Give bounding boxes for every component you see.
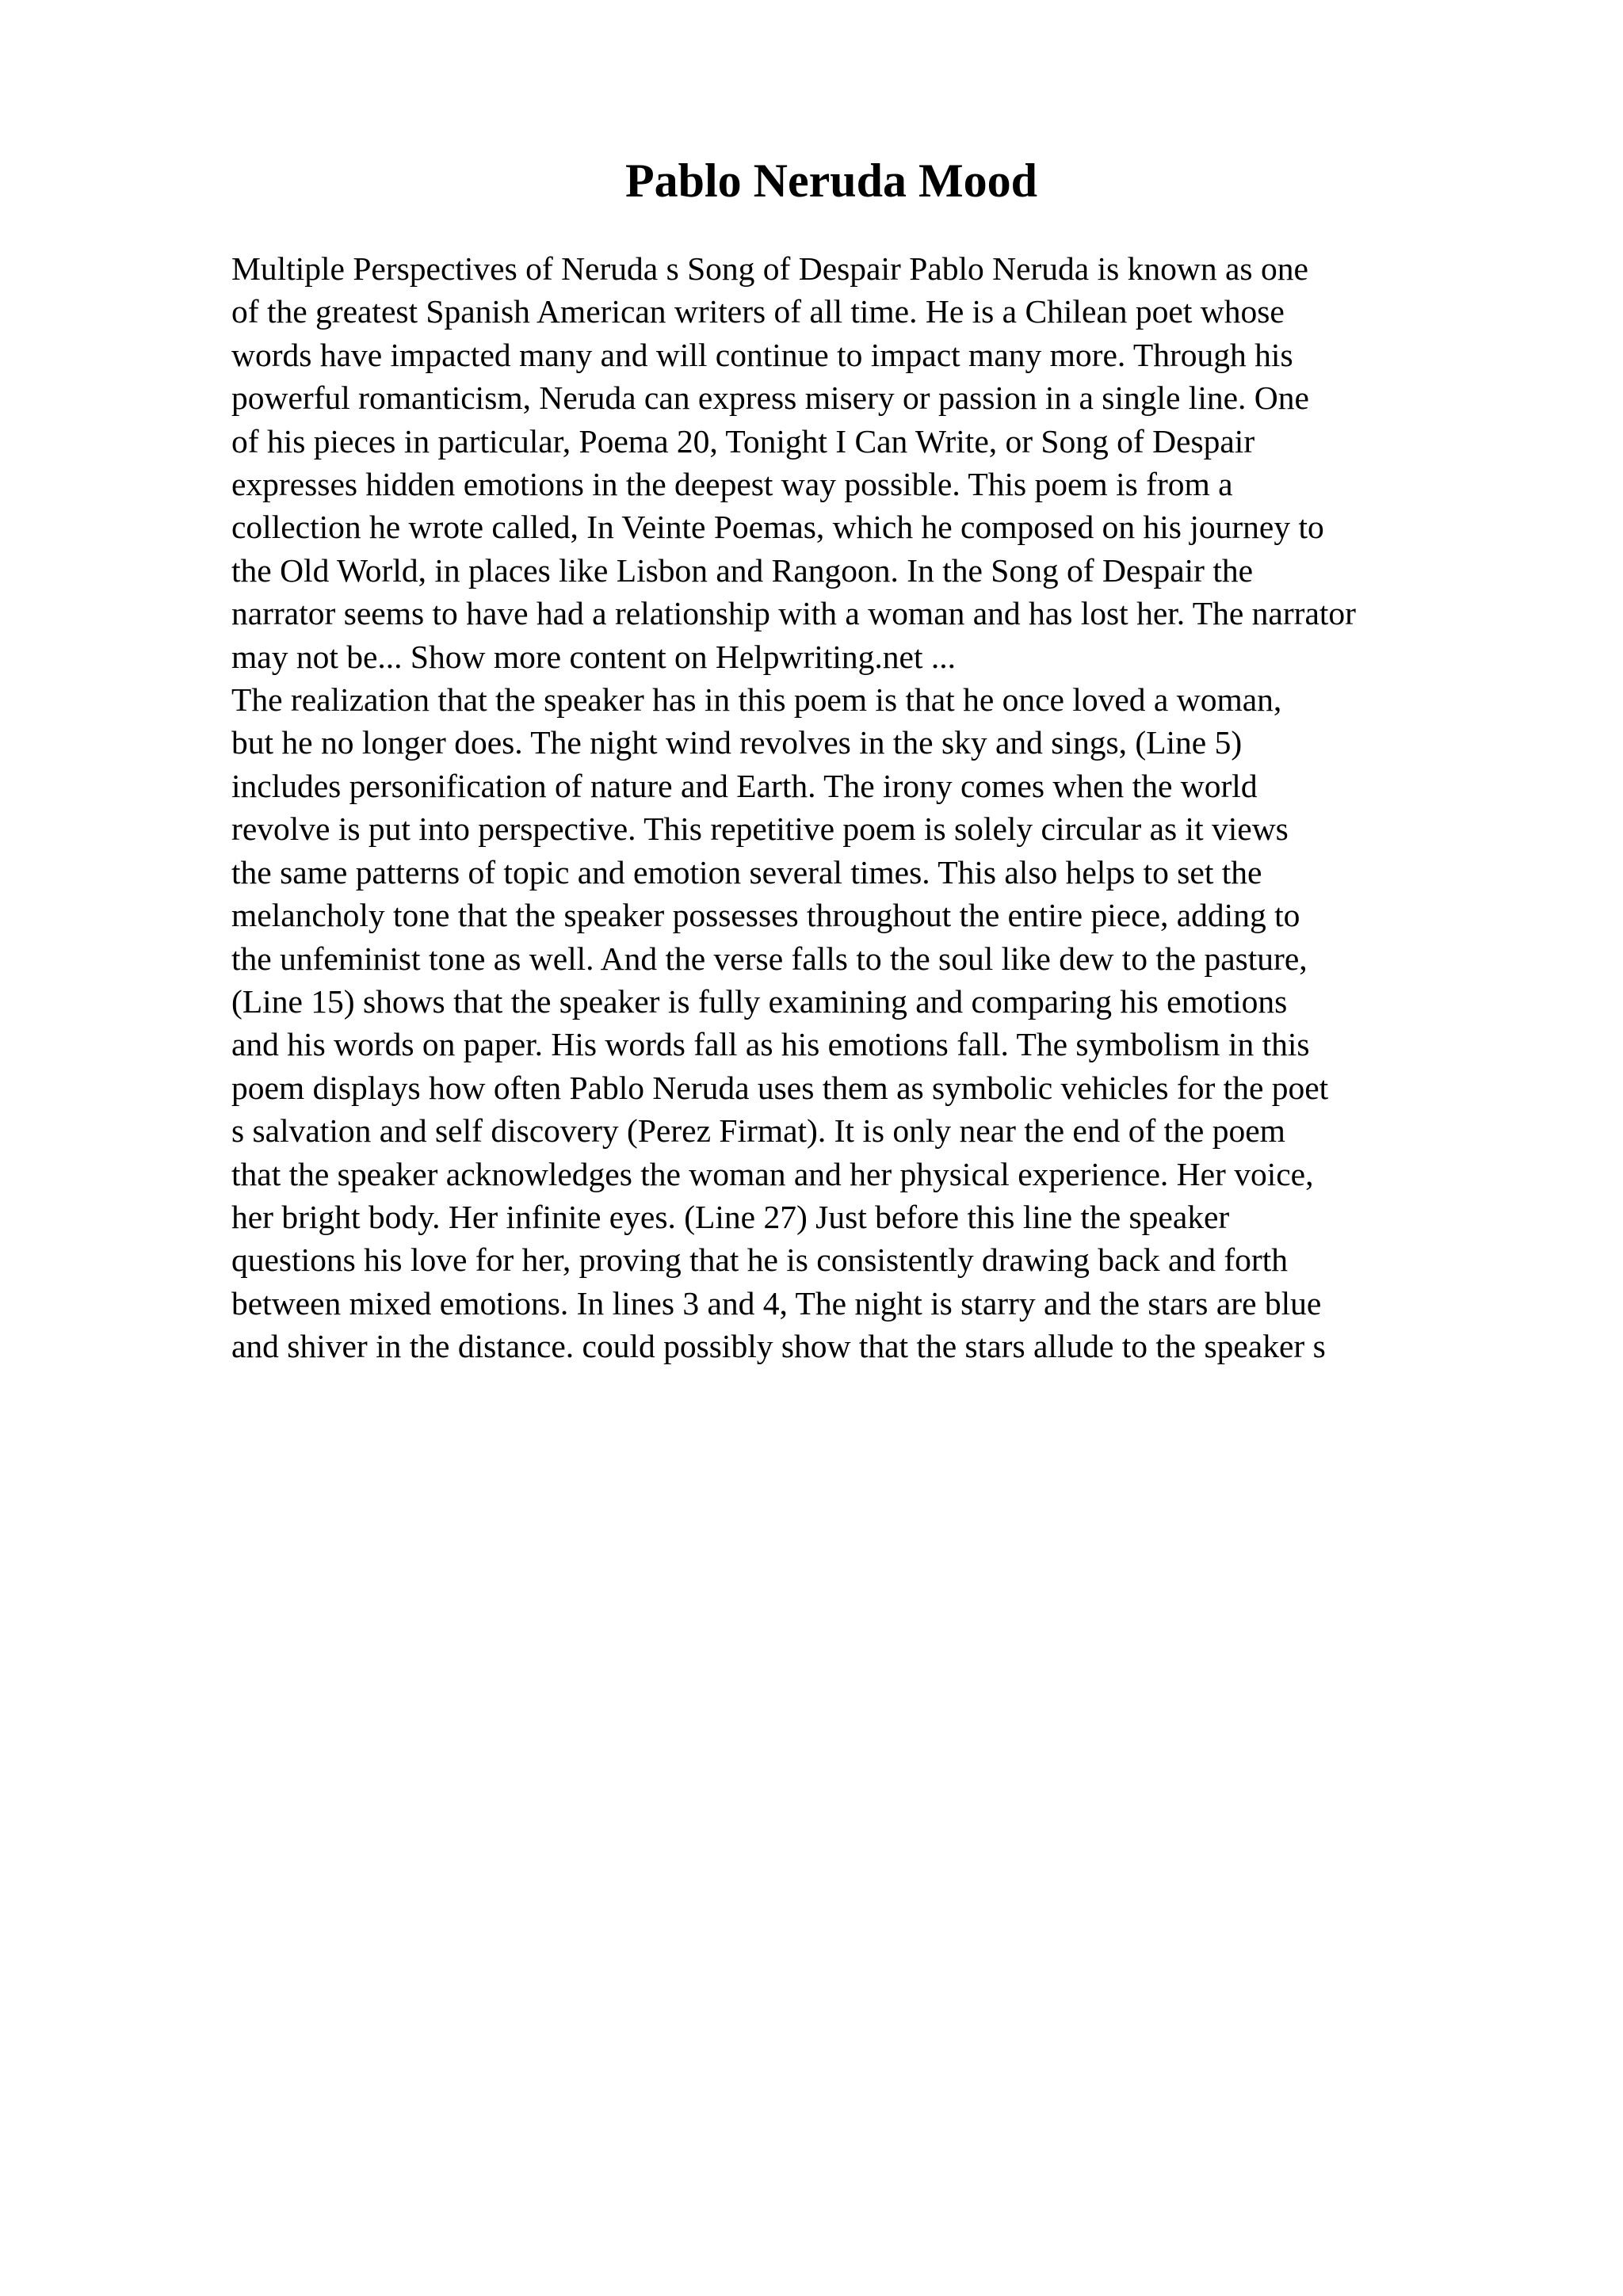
show-more-line: may not be... Show more content on Helpwriting.net ... <box>231 638 956 675</box>
essay-body <box>231 247 1563 1368</box>
text-line-24: questions his love for her, proving that he is consistently drawing back and forth <box>231 1241 1288 1279</box>
text-line-19: and his words on paper. His words fall as his emotions fall. The symbolism in this <box>231 1026 1310 1063</box>
text-line-22: that the speaker acknowledges the woman and her physical experience. Her voice, <box>231 1155 1314 1192</box>
text-line-18: (Line 15) shows that the speaker is fully examining and comparing his emotions <box>231 982 1288 1020</box>
text-line-23: her bright body. Her infinite eyes. (Line 27) Just before this line the speaker <box>231 1198 1230 1235</box>
text-line-25: between mixed emotions. In lines 3 and 4, The night is starry and the stars are blue <box>231 1284 1322 1322</box>
text-line-3: words have impacted many and will continue to impact many more. Through his <box>231 336 1293 373</box>
text-line-21: s salvation and self discovery (Perez Firmat). It is only near the end of the poem <box>231 1112 1285 1150</box>
text-line-6: expresses hidden emotions in the deepest way possible. This poem is from a <box>231 466 1233 503</box>
text-line-26: and shiver in the distance. could possibly show that the stars allude to the speaker s <box>231 1328 1326 1365</box>
page-title: Pablo Neruda Mood <box>624 154 1038 207</box>
text-line-15: the same patterns of topic and emotion several times. This also helps to set the <box>231 853 1262 891</box>
text-line-2: of the greatest Spanish American writers of all time. He is a Chilean poet whose <box>231 293 1285 330</box>
text-line-9: narrator seems to have had a relationship with a woman and has lost her. The narrator <box>231 595 1357 632</box>
text-line-7: collection he wrote called, In Veinte Poemas, which he composed on his journey to <box>231 509 1324 546</box>
text-line-17: the unfeminist tone as well. And the verse falls to the soul like dew to the pasture, <box>231 940 1308 977</box>
text-line-8: the Old World, in places like Lisbon and Rangoon. In the Song of Despair the <box>231 551 1254 589</box>
text-line-16: melancholy tone that the speaker possesses throughout the entire piece, adding to <box>231 897 1300 934</box>
text-line-20: poem displays how often Pablo Neruda uses them as symbolic vehicles for the poet <box>231 1069 1329 1106</box>
text-line-4: powerful romanticism, Neruda can express misery or passion in a single line. One <box>231 379 1309 417</box>
text-line-12: but he no longer does. The night wind revolves in the sky and sings, (Line 5) <box>231 724 1243 761</box>
text-line-13: includes personification of nature and Earth. The irony comes when the world <box>231 767 1258 804</box>
text-line-1: Multiple Perspectives of Neruda s Song of Despair Pablo Neruda is known as one <box>231 250 1308 287</box>
text-line-14: revolve is put into perspective. This repetitive poem is solely circular as it views <box>231 810 1289 848</box>
text-line-5: of his pieces in particular, Poema 20, Tonight I Can Write, or Song of Despair <box>231 422 1255 460</box>
text-line-11: The realization that the speaker has in this poem is that he once loved a woman, <box>231 681 1282 719</box>
